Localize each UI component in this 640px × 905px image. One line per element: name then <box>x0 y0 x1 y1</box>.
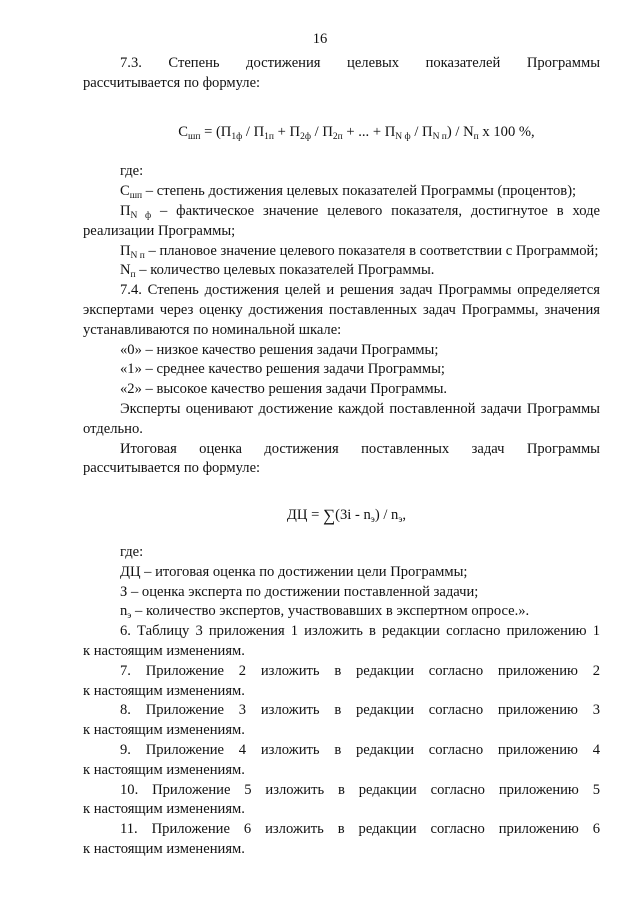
document-body <box>83 54 600 860</box>
definition-p-n-fact: $П_{N ф}$ – фактическое значение целевого показателя, достигнутое в ходе реализации Программы; <box>83 202 600 239</box>
page-number: 16 <box>312 31 328 47</box>
item-11-line2: к настоящим изменениям. <box>83 840 245 857</box>
item-11-line1: 11. Приложение 6 изложить в редакции согласно приложению 6 <box>120 821 600 838</box>
final-rating-line1: Итоговая оценка достижения поставленных задач Программы <box>120 440 600 457</box>
formula-goal-rating: ДЦ = $\sum(3i - n_э) / n_э$, <box>286 506 407 526</box>
definition-dc: ДЦ – итоговая оценка по достижении цели Программы; <box>120 563 468 580</box>
scale-item-0: «0» – низкое качество решения задачи Программы; <box>120 341 439 358</box>
scale-item-1: «1» – среднее качество решения задачи Программы; <box>120 361 445 378</box>
definition-n-p: $N_п$ – количество целевых показателей Программы. <box>120 262 435 281</box>
experts-paragraph: Эксперты оценивают достижение каждой поставленной задачи Программы отдельно. <box>83 400 600 437</box>
item-9-line2: к настоящим изменениям. <box>83 761 245 778</box>
where-label-1: где: <box>120 163 144 180</box>
section-7-4: 7.4. Степень достижения целей и решения задач Программы определяется экспертами через оценку достижения поставленных задач Программы, значения устанавливаются по номинальной шкале: <box>83 282 600 338</box>
item-8-line2: к настоящим изменениям. <box>83 722 245 739</box>
item-7-line1: 7. Приложение 2 изложить в редакции согласно приложению 2 <box>120 662 600 679</box>
section-7-3-line1: 7.3. Степень достижения целевых показателей Программы <box>120 55 600 71</box>
item-10-line1: 10. Приложение 5 изложить в редакции согласно приложению 5 <box>120 781 600 798</box>
section-7-3-line2: рассчитывается по формуле: <box>83 74 261 91</box>
definition-c-shp: $С_{шп}$ – степень достижения целевых показателей Программы (процентов); <box>120 183 577 202</box>
formula-target-indicators: $С_{шп} = (П_{1ф} / П_{1п} + П_{2ф} / П_{2п}$ + ... + $П_{N ф} / П_{N п}) / N_п$ х 100 %, <box>178 123 535 142</box>
where-label-2: где: <box>120 543 144 560</box>
item-8-line1: 8. Приложение 3 изложить в редакции согласно приложению 3 <box>120 702 600 719</box>
sum-symbol: ∑ <box>322 506 336 526</box>
definition-p-n-plan: $П_{N п}$ – плановое значение целевого показателя в соответствии с Программой; <box>120 242 599 261</box>
final-rating-line2: рассчитывается по формуле: <box>83 460 261 477</box>
item-9-line1: 9. Приложение 4 изложить в редакции согласно приложению 4 <box>120 741 600 758</box>
item-6-line2: к настоящим изменениям. <box>83 642 245 659</box>
definition-z: З – оценка эксперта по достижении поставленной задачи; <box>120 583 479 600</box>
item-7-line2: к настоящим изменениям. <box>83 682 245 699</box>
item-10-line2: к настоящим изменениям. <box>83 801 245 818</box>
item-6-line1: 6. Таблицу 3 приложения 1 изложить в редакции согласно приложению 1 <box>120 623 600 640</box>
definition-n-e: $n_э$ – количество экспертов, участвовавших в экспертном опросе.». <box>120 603 530 622</box>
scale-item-2: «2» – высокое качество решения задачи Программы. <box>120 381 448 398</box>
